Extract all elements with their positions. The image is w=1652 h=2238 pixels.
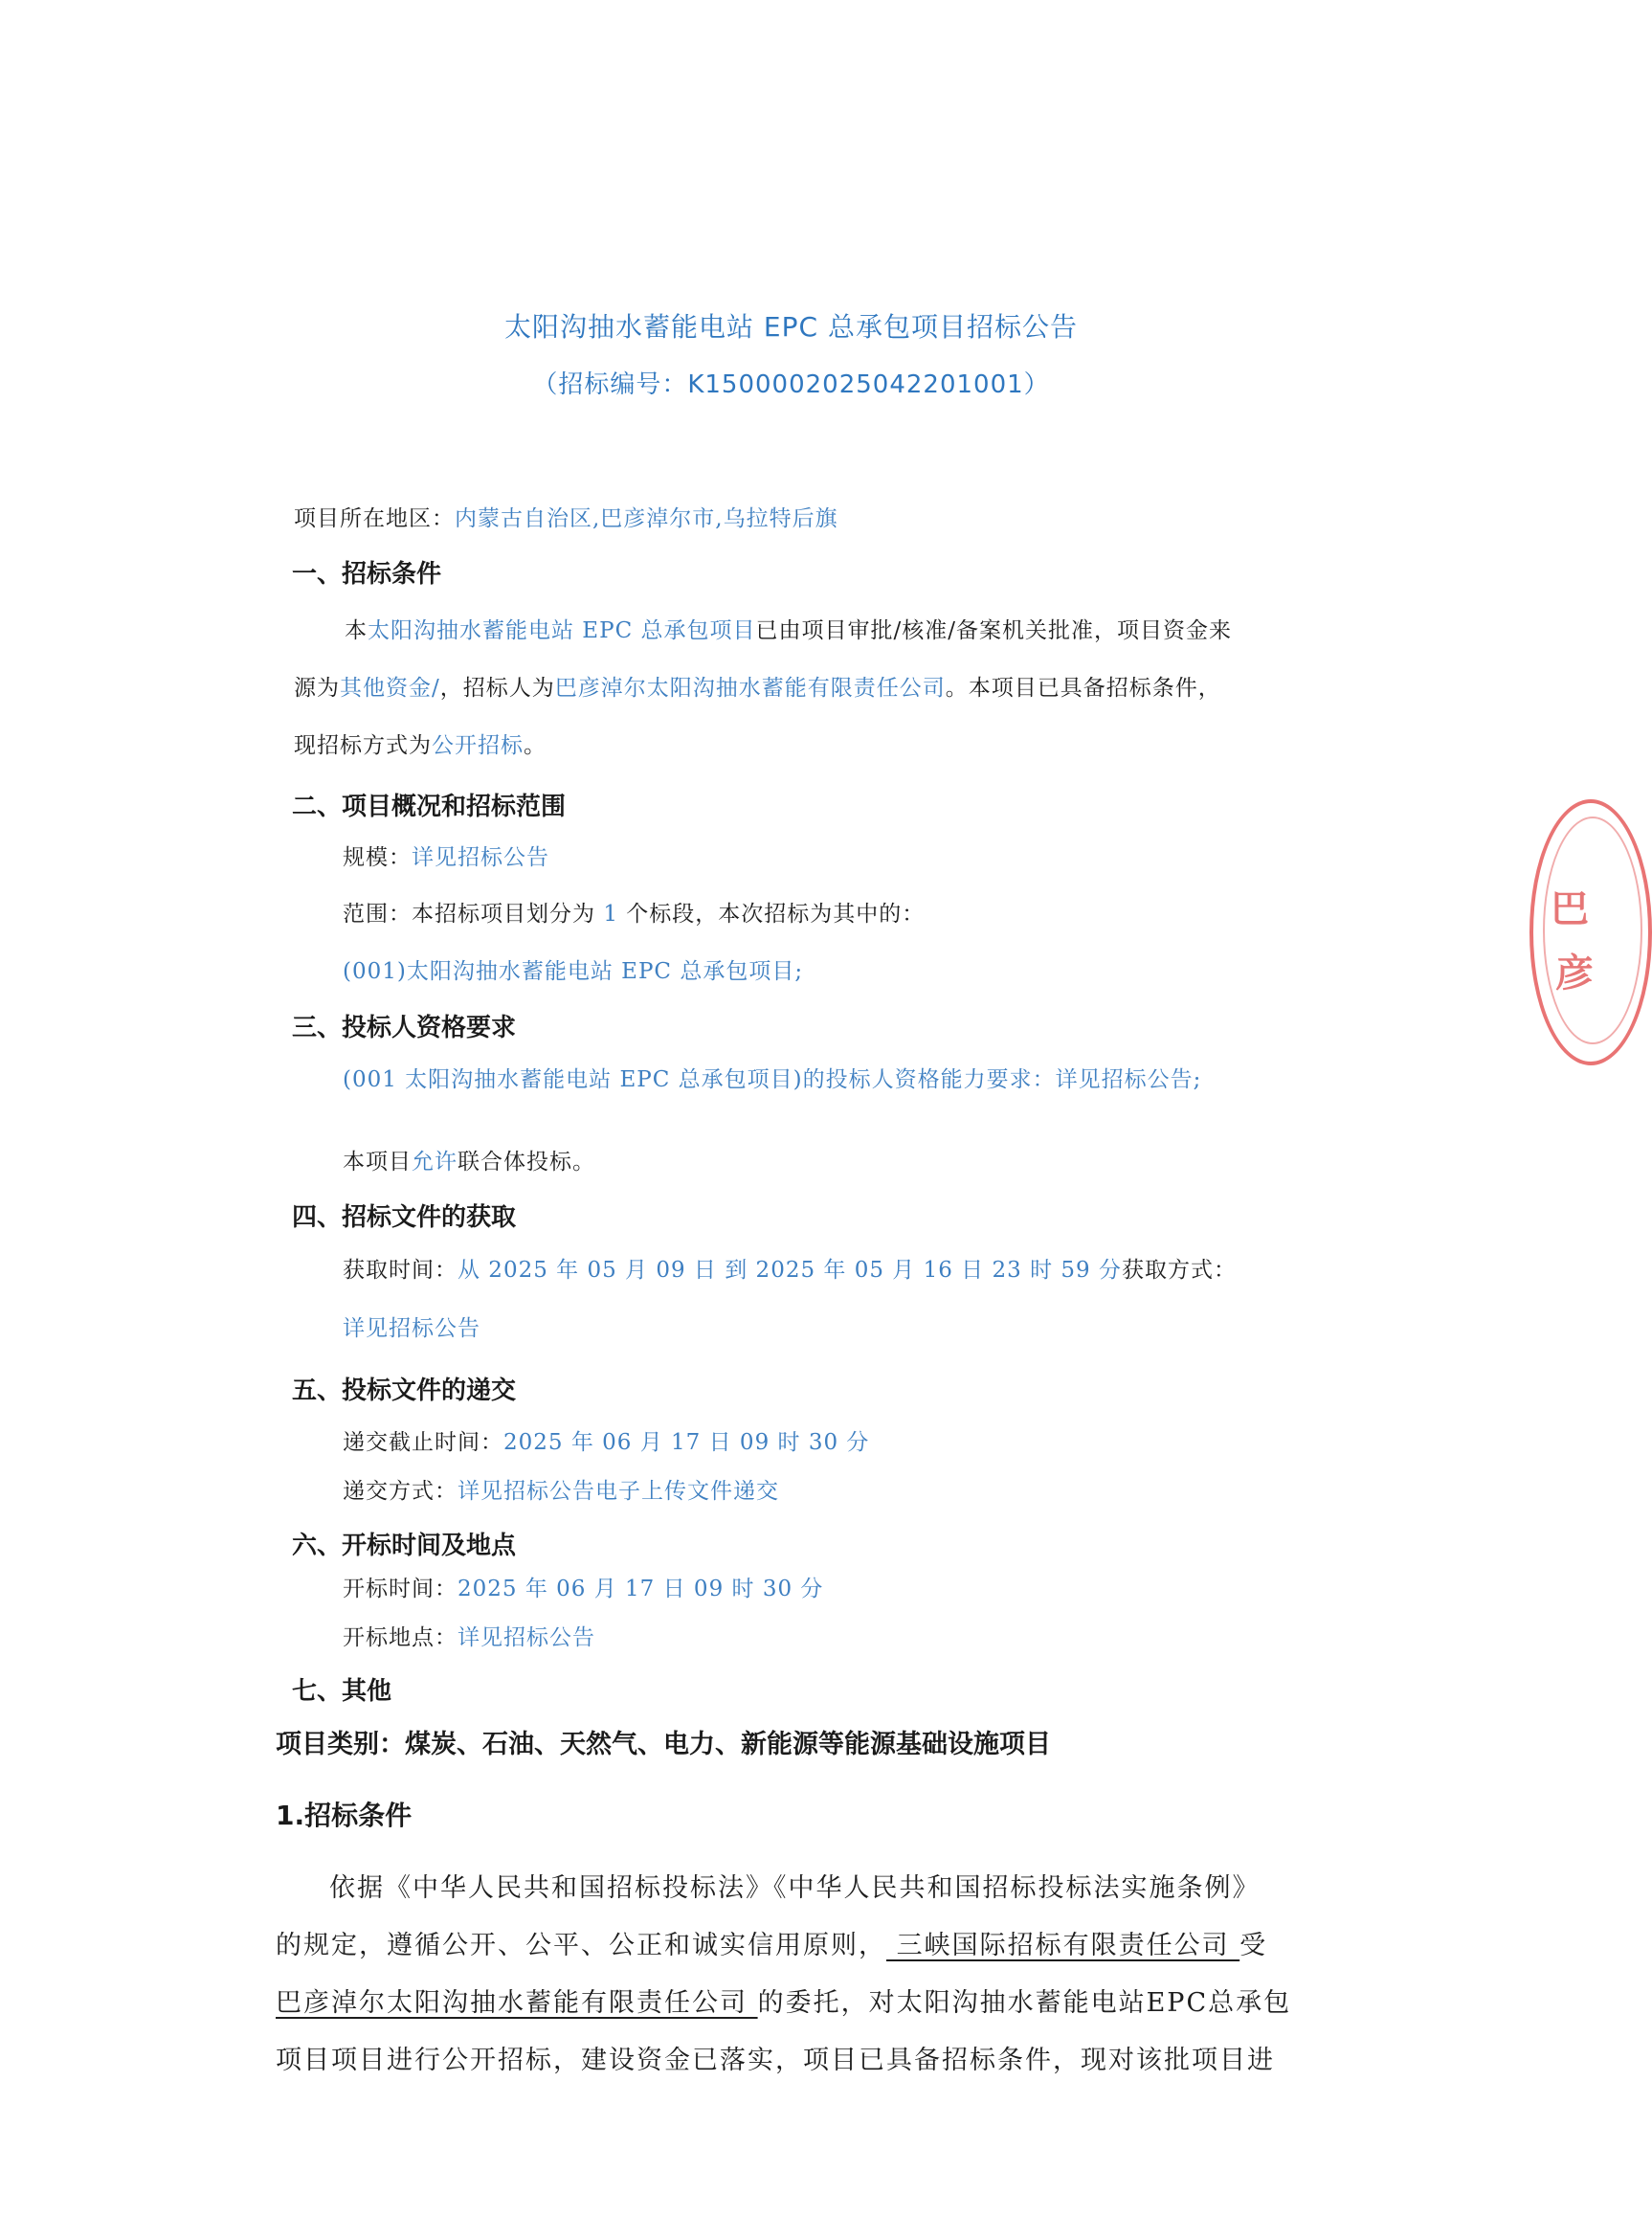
deadline-label: 递交截止时间： [343, 1430, 503, 1455]
fund-source: 其他资金/ [340, 676, 440, 701]
tenderer: 巴彦淖尔太阳沟抽水蓄能有限责任公司 [554, 676, 946, 701]
section-6-heading: 六、开标时间及地点 [292, 1532, 517, 1560]
text: 联合体投标。 [458, 1150, 595, 1175]
region-line [294, 501, 838, 532]
deadline-value: 2025 年 06 月 17 日 09 时 30 分 [503, 1430, 870, 1455]
opening-time-label: 开标时间： [343, 1577, 458, 1601]
text: 受 [1239, 1931, 1268, 1960]
part-1-line-4: 项目项目进行公开招标，建设资金已落实，项目已具备招标条件，现对该批项目进 [276, 2046, 1275, 2075]
tender-code: （招标编号：K1500002025042201001） [532, 370, 1050, 399]
seal-glyph: 彦 [1555, 951, 1594, 996]
part-1-line-3 [276, 1981, 1291, 2019]
text: 已由项目审批/核准/备案机关批准，项目资金来 [755, 618, 1232, 643]
opening-time-value: 2025 年 06 月 17 日 09 时 30 分 [458, 1577, 824, 1601]
obtain-time-line [343, 1252, 1237, 1284]
project-category: 项目类别：煤炭、石油、天然气、电力、新能源等能源基础设施项目 [276, 1730, 1051, 1759]
obtain-time-value: 从 2025 年 05 月 09 日 到 2025 年 05 月 16 日 23 时 59 分 [458, 1258, 1122, 1283]
section-3-heading: 三、投标人资格要求 [292, 1014, 517, 1042]
submit-method-label: 递交方式： [343, 1479, 458, 1504]
section-1-heading: 一、招标条件 [292, 560, 442, 589]
obtain-method-label: 获取方式： [1121, 1258, 1237, 1283]
text: 本项目 [343, 1150, 412, 1175]
part-1-heading: 1.招标条件 [276, 1800, 413, 1831]
lot-line: (001)太阳沟抽水蓄能电站 EPC 总承包项目; [343, 959, 804, 984]
scale-line [343, 839, 549, 871]
tender-method: 公开招标 [432, 733, 524, 758]
section-1-line-3 [294, 727, 547, 759]
project-name: 太阳沟抽水蓄能电站 EPC 总承包项目 [368, 618, 756, 643]
opening-place-value: 详见招标公告 [458, 1625, 595, 1650]
range-text: 个标段，本次招标为其中的： [626, 902, 926, 927]
section-4-heading: 四、招标文件的获取 [292, 1203, 517, 1232]
agency-name: 三峡国际招标有限责任公司 [886, 1931, 1240, 1960]
region-label: 项目所在地区： [294, 506, 455, 531]
text: ，招标人为 [439, 676, 555, 701]
section-5-heading: 五、投标文件的递交 [292, 1376, 517, 1405]
section-1-line-1 [345, 613, 1232, 644]
text: 。本项目已具备招标条件， [945, 676, 1221, 701]
text: 源为 [294, 676, 340, 701]
section-1-line-2 [294, 670, 1221, 702]
opening-place-line [343, 1620, 595, 1651]
section-7-heading: 七、其他 [292, 1677, 392, 1706]
region-value: 内蒙古自治区,巴彦淖尔市,乌拉特后旗 [455, 506, 838, 531]
range-text: 范围：本招标项目划分为 [343, 902, 595, 927]
opening-place-label: 开标地点： [343, 1625, 458, 1650]
obtain-method-value: 详见招标公告 [343, 1316, 480, 1341]
client-name: 巴彦淖尔太阳沟抽水蓄能有限责任公司 [276, 1988, 758, 2018]
qualification-line: (001 太阳沟抽水蓄能电站 EPC 总承包项目)的投标人资格能力要求：详见招标公告; [343, 1067, 1202, 1092]
part-1-line-1: 依据《中华人民共和国招标投标法》《中华人民共和国招标投标法实施条例》 [329, 1873, 1261, 1903]
obtain-time-label: 获取时间： [343, 1258, 458, 1283]
joint-allowed: 允许 [412, 1150, 458, 1175]
scale-value: 详见招标公告 [412, 845, 549, 870]
part-1-line-2 [276, 1924, 1267, 1961]
text: 的委托，对太阳沟抽水蓄能电站EPC总承包 [757, 1988, 1292, 2018]
submit-method-value: 详见招标公告电子上传文件递交 [458, 1479, 779, 1504]
joint-bid-line [343, 1144, 595, 1175]
section-2-heading: 二、项目概况和招标范围 [292, 793, 567, 821]
text: 本 [345, 618, 368, 643]
scale-label: 规模： [343, 845, 412, 870]
text: 。 [524, 733, 547, 758]
seal-glyph: 巴 [1551, 887, 1589, 931]
opening-time-line [343, 1571, 823, 1602]
range-line [343, 896, 925, 928]
title: 太阳沟抽水蓄能电站 EPC 总承包项目招标公告 [504, 311, 1078, 343]
lot-count: 1 [603, 902, 618, 927]
text: 的规定，遵循公开、公平、公正和诚实信用原则， [276, 1931, 886, 1960]
text: 现招标方式为 [294, 733, 432, 758]
deadline-line [343, 1424, 869, 1456]
submit-method-line [343, 1473, 779, 1505]
